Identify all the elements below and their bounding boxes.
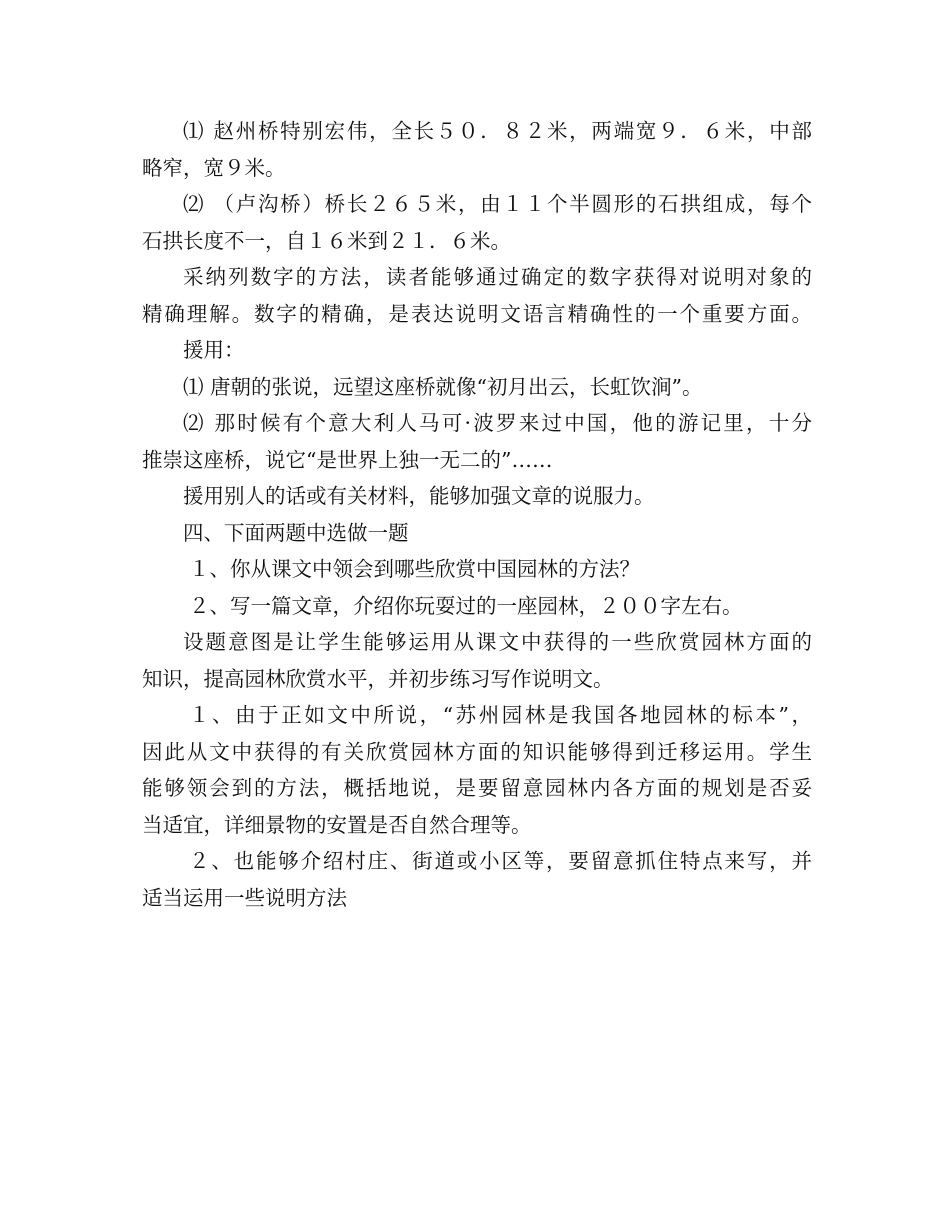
paragraph-line: 当适宜，详细景物的安置是否自然合理等。	[142, 812, 532, 837]
paragraph-line: ２、也能够介绍村庄、街道或小区等，要留意抓住特点来写，并	[189, 849, 812, 873]
paragraph-line: 援用别人的话或有关材料，能够加强文章的说服力。	[183, 484, 655, 508]
paragraph-line: ⑵ 那时候有个意大利人马可·波罗来过中国，他的游记里，十分	[183, 411, 812, 435]
paragraph-line: 能够领会到的方法，概括地说，是要留意园林内各方面的规划是否妥	[142, 776, 812, 800]
paragraph-line: ⑴ 赵州桥特别宏伟，全长５０．８２米，两端宽９．６米，中部	[183, 119, 812, 143]
question-item: １、你从课文中领会到哪些欣赏中国园林的方法？	[189, 557, 640, 581]
paragraph-line: 石拱长度不一，自１６米到２１．６米。	[142, 228, 511, 253]
paragraph-line: ⑴ 唐朝的张说，远望这座桥就像“初月出云，长虹饮涧”。	[183, 374, 703, 399]
section-heading: 四、下面两题中选做一题	[183, 520, 409, 545]
paragraph-line: １、由于正如文中所说，“苏州园林是我国各地园林的标本”，	[189, 703, 812, 727]
paragraph-line: 援用：	[183, 338, 245, 362]
paragraph-line: 采纳列数字的方法，读者能够通过确定的数字获得对说明对象的	[183, 265, 812, 289]
paragraph-line: 精确理解。数字的精确，是表达说明文语言精确性的一个重要方面。	[142, 301, 812, 326]
paragraph-line: ⑵ （卢沟桥）桥长２６５米，由１１个半圆形的石拱组成，每个	[183, 192, 812, 216]
question-item: ２、写一篇文章，介绍你玩耍过的一座园林，２００字左右。	[189, 593, 743, 618]
paragraph-line: 略窄，宽９米。	[142, 155, 286, 180]
paragraph-line: 因此从文中获得的有关欣赏园林方面的知识能够得到迁移运用。学生	[142, 739, 812, 764]
paragraph-line: 知识，提高园林欣赏水平，并初步练习写作说明文。	[142, 666, 614, 691]
paragraph-line: 推崇这座桥，说它“是世界上独一无二的”……	[142, 447, 553, 472]
paragraph-line: 设题意图是让学生能够运用从课文中获得的一些欣赏园林方面的	[183, 630, 812, 654]
document-body	[142, 113, 812, 916]
paragraph-line: 适当运用一些说明方法	[142, 885, 347, 910]
